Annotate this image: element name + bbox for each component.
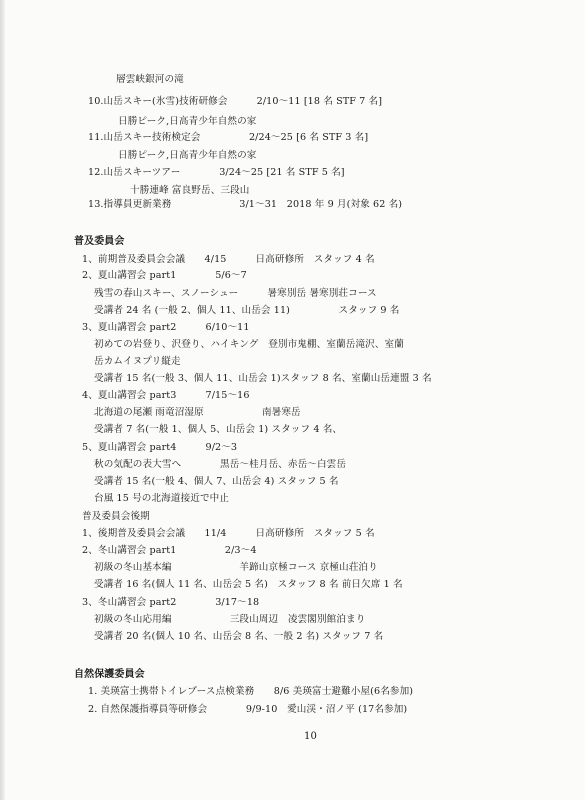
text-line: 受講者 7 名(一般 1、個人 5、山岳会 1) スタッフ 4 名、 [94, 424, 343, 435]
text-line: 初級の冬山基本編 羊蹄山京極コース 京極山荘泊り [94, 562, 378, 573]
section-heading: 普及委員会 [74, 236, 125, 247]
text-line: 2、冬山講習会 part1 2/3〜4 [82, 545, 257, 556]
text-line: 4、夏山講習会 part3 7/15〜16 [82, 390, 250, 401]
text-line: 秋の気配の表大雪へ 黒岳〜桂月岳、赤岳〜白雲岳 [94, 459, 347, 470]
page-number: 10 [304, 731, 317, 742]
text-line: 受講者 15 名(一般 3、個人 11、山岳会 1)スタッフ 8 名、室蘭山岳連盟 3 名 [94, 373, 432, 384]
text-line: 10.山岳スキー(氷雪)技術研修会 2/10〜11 [18 名 STF 7 名] [88, 96, 383, 107]
text-line: 北海道の尾瀬 雨竜沼湿原 南暑寒岳 [94, 407, 301, 418]
subsection-heading: 普及委員会後期 [82, 511, 150, 522]
text-line: 層雲峡銀河の滝 [116, 74, 184, 85]
text-line: 台風 15 号の北海道接近で中止 [94, 493, 230, 504]
text-line: 日勝ピーク,日高青少年自然の家 [118, 116, 257, 127]
text-line: 受講者 20 名(個人 10 名、山岳会 8 名、一般 2 名) スタッフ 7 名 [94, 631, 384, 642]
text-line: 日勝ピーク,日高青少年自然の家 [118, 150, 257, 161]
text-line: 受講者 15 名(一般 4、個人 7、山岳会 4) スタッフ 5 名 [94, 476, 339, 487]
text-line: 1. 美瑛富士携帯トイレブース点検業務 8/6 美瑛富士避難小屋(6名参加) [88, 686, 414, 697]
text-line: 初めての岩登り、沢登り、ハイキング 登別市鬼棚、室蘭岳滝沢、室蘭 [94, 339, 404, 350]
text-line: 12.山岳スキーツアー 3/24〜25 [21 名 STF 5 名] [88, 167, 345, 178]
text-line: 残雪の春山スキー、スノーシュー 暑寒別岳 暑寒別荘コース [94, 288, 377, 299]
text-line: 十勝連峰 富良野岳、三段山 [130, 185, 250, 196]
text-line: 岳カムイヌプリ縦走 [94, 356, 181, 367]
text-line: 受講者 24 名 (一般 2、個人 11、山岳会 11) スタッフ 9 名 [94, 305, 400, 316]
text-line: 2. 自然保護指導員等研修会 9/9-10 愛山渓・沼ノ平 (17名参加) [88, 704, 408, 715]
text-line: 5、夏山講習会 part4 9/2〜3 [82, 442, 238, 453]
section-heading: 自然保護委員会 [74, 669, 145, 680]
text-line: 1、前期普及委員会会議 4/15 日高研修所 スタッフ 4 名 [82, 254, 375, 265]
scan-edge [0, 0, 5, 800]
text-line: 初級の冬山応用編 三段山周辺 凌雲閣別館泊まり [94, 614, 366, 625]
text-line: 11.山岳スキー技術検定会 2/24〜25 [6 名 STF 3 名] [88, 132, 369, 143]
text-line: 1、後期普及委員会会議 11/4 日高研修所 スタッフ 5 名 [82, 528, 375, 539]
text-line: 3、冬山講習会 part2 3/17〜18 [82, 597, 260, 608]
text-line: 2、夏山講習会 part1 5/6〜7 [82, 270, 247, 281]
text-line: 受講者 16 名(個人 11 名、山岳会 5 名) スタッフ 8 名 前日欠席 1 名 [94, 579, 403, 590]
text-line: 3、夏山講習会 part2 6/10〜11 [82, 322, 250, 333]
text-line: 13.指導員更新業務 3/1〜31 2018 年 9 月(対象 62 名) [88, 199, 403, 210]
